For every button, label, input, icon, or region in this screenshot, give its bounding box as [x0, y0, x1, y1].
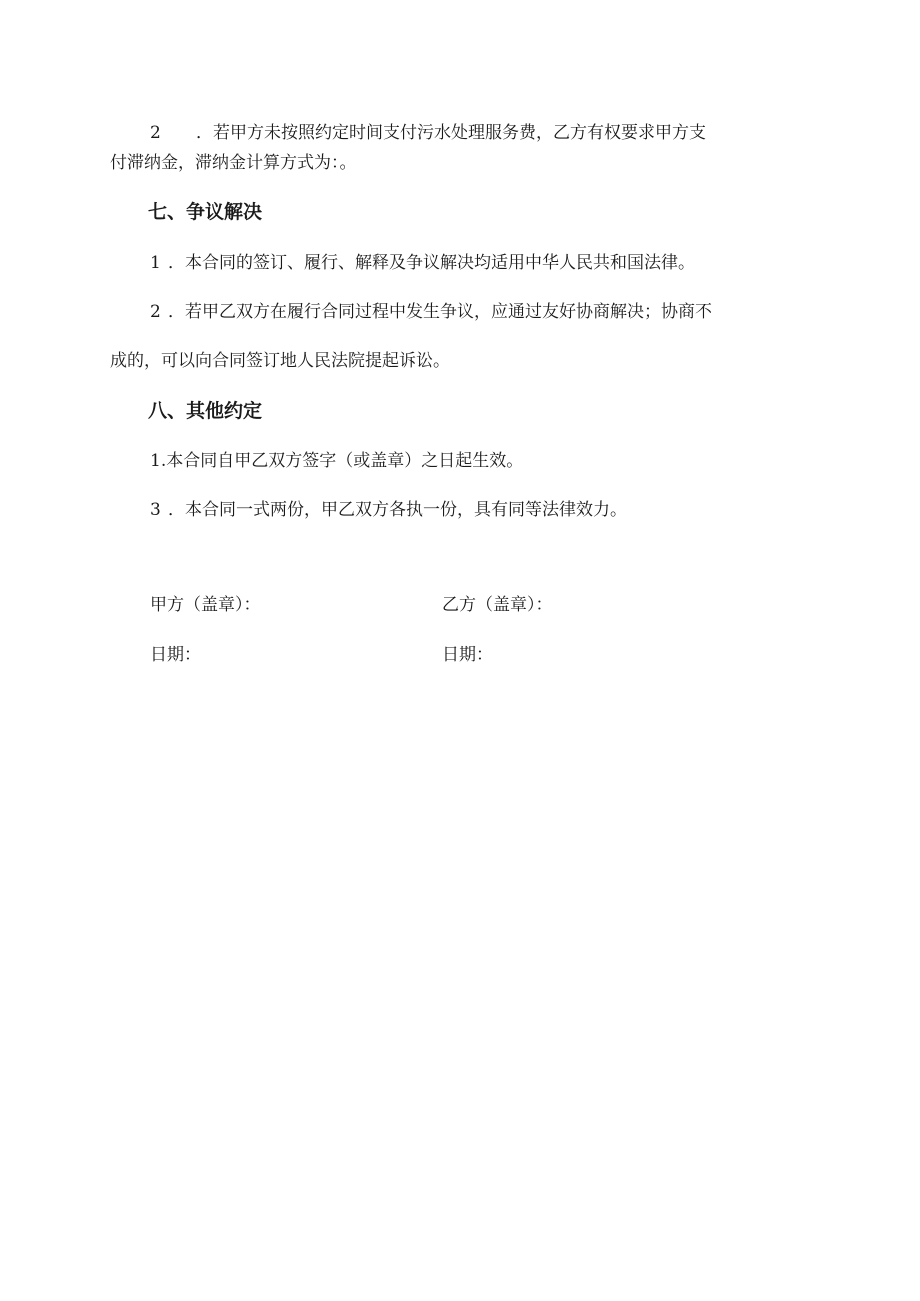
- party-a-date-label: 日期：: [150, 645, 201, 665]
- clause-text: ．本合同一式两份，甲乙双方各执一份，具有同等法律效力。: [168, 500, 627, 520]
- clause-text: ．若甲方未按照约定时间支付污水处理服务费，乙方有权要求甲方支: [196, 123, 706, 143]
- clause-7-2-line1: [150, 297, 712, 327]
- clause-number: 2: [150, 123, 161, 143]
- clause-8-3: [150, 495, 627, 525]
- party-b-seal-label: 乙方（盖章）：: [442, 595, 553, 615]
- party-b-date-label: 日期：: [442, 645, 493, 665]
- clause-number: 1: [150, 253, 161, 273]
- party-a-seal-label: 甲方（盖章）：: [150, 595, 261, 615]
- clause-6-2-line2: 付滞纳金，滞纳金计算方式为：。: [110, 153, 357, 173]
- clause-text: ．若甲乙双方在履行合同过程中发生争议，应通过友好协商解决；协商不: [168, 302, 712, 322]
- clause-text: ．本合同的签订、履行、解释及争议解决均适用中华人民共和国法律。: [168, 253, 695, 273]
- clause-6-2-line1: [150, 118, 706, 148]
- section-7-heading: 七、争议解决: [148, 201, 263, 223]
- section-8-heading: 八、其他约定: [148, 400, 263, 422]
- clause-7-2-line2: 成的，可以向合同签订地人民法院提起诉讼。: [110, 351, 450, 371]
- clause-8-1: 1.本合同自甲乙双方签字（或盖章）之日起生效。: [150, 451, 524, 471]
- clause-number: 3: [150, 500, 161, 520]
- clause-7-1: [150, 248, 695, 278]
- clause-number: 2: [150, 302, 161, 322]
